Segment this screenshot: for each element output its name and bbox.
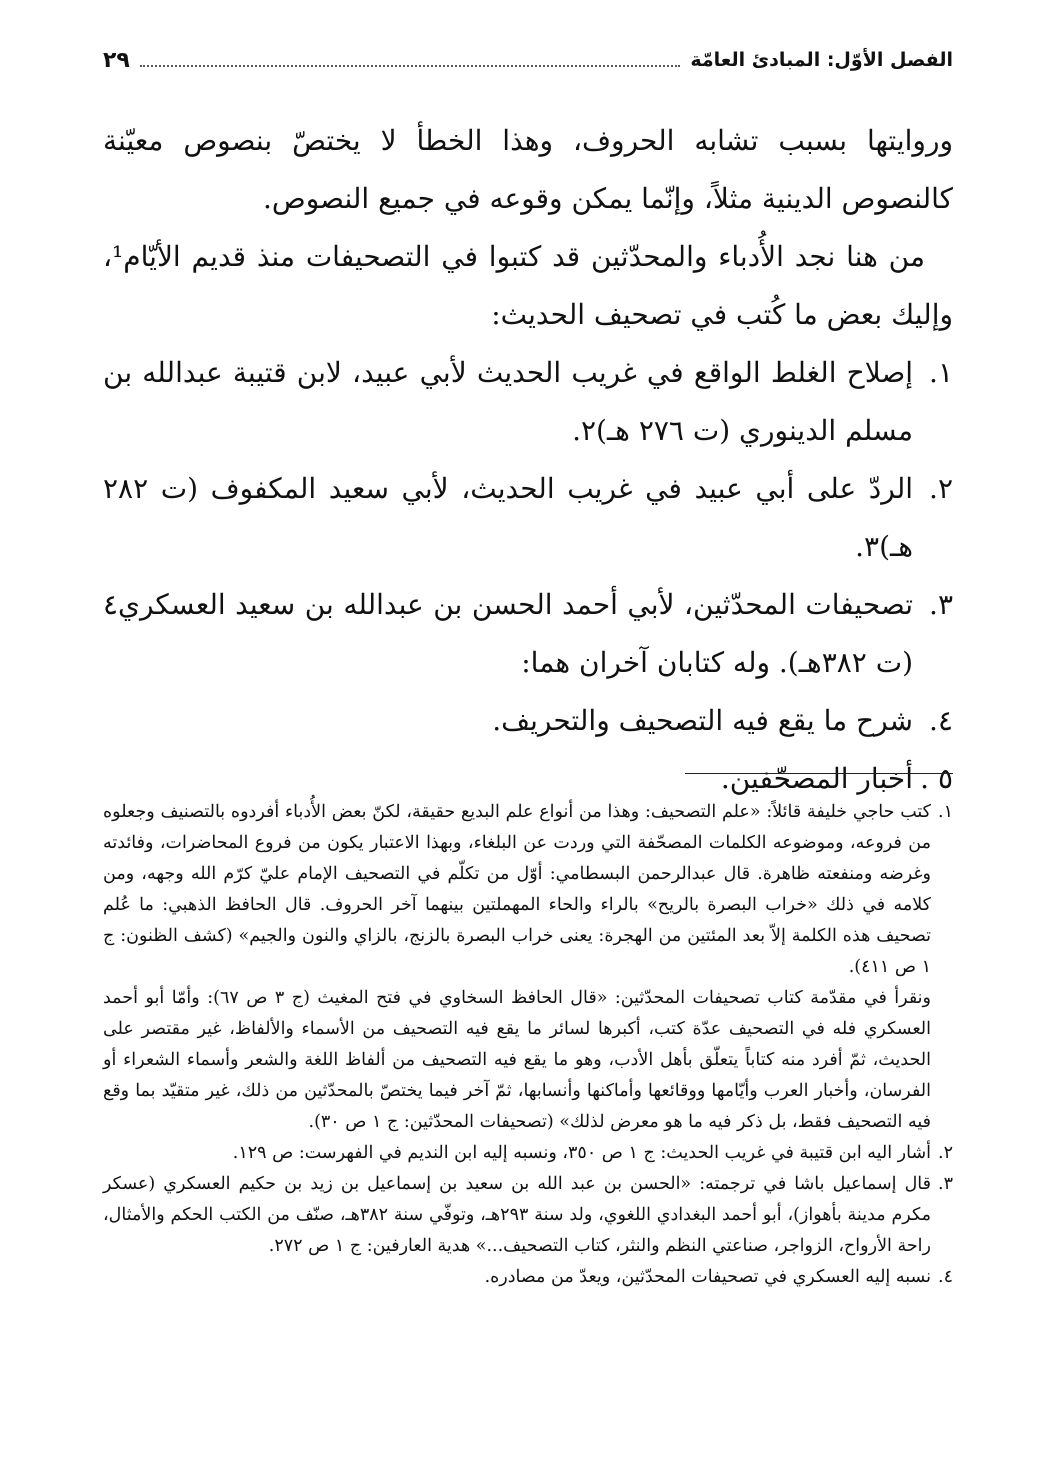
dot-leader — [140, 65, 681, 67]
footnote-2 — [103, 1138, 953, 1169]
footnote-number: ٢. — [938, 1143, 953, 1163]
footnote-text: أشار اليه ابن قتيبة في غريب الحديث: ج ١ ص ٣٥٠، ونسبه إليه ابن النديم في الفهرست: ص ١٢٩. — [232, 1143, 931, 1163]
list-item-text: شرح ما يقع فيه التصحيف والتحريف. — [492, 704, 913, 737]
paragraph-1: وروايتها بسبب تشابه الحروف، وهذا الخطأ لا يختصّ بنصوص معيّنة كالنصوص الدينية مثلاً، وإنّما يمكن وقوعه في جميع النصوص. — [103, 124, 953, 215]
list-item-number: ٢. — [929, 472, 953, 505]
page-number: ٢٩ — [103, 47, 130, 73]
footnote-1 — [103, 797, 953, 983]
list-item — [103, 460, 953, 576]
paragraph-2: من هنا نجد الأُدباء والمحدّثين قد كتبوا في التصحيفات منذ قديم الأيّام¹، وإليك بعض ما كُتب في تصحيف الحديث: — [103, 240, 953, 331]
footnote-4 — [103, 1262, 953, 1293]
main-text — [103, 112, 953, 808]
list-item-number: ٣. — [929, 588, 953, 621]
list-item-text: أخبار المصحّفين. — [720, 762, 913, 795]
footnote-number: ٤. — [938, 1267, 953, 1287]
footnote-3 — [103, 1169, 953, 1262]
list-item — [103, 344, 953, 460]
footnote-number: ٣. — [938, 1174, 953, 1194]
footnote-text: قال إسماعيل باشا في ترجمته: «الحسن بن عبد الله بن سعيد بن إسماعيل بن زيد بن حكيم العسكري (عسكر مكرم مدينة بأهواز)، أبو أحمد البغدادي اللغوي، ولد سنة ٢٩٣هـ، وتوفّي سنة ٣٨٢هـ، صنّف من الكتب الحكم والأمثال، راحة الأرواح، الزواجر، صناعتي النظم والنثر، كتاب التصحيف...» هدية العارفين: ج ١ ص ٢٧٢. — [103, 1174, 931, 1256]
list-item-number: ٥ . — [920, 762, 953, 795]
list-item-number: ١. — [929, 356, 953, 389]
footnote-1-continuation: ونقرأ في مقدّمة كتاب تصحيفات المحدّثين: «قال الحافظ السخاوي في فتح المغيث (ج ٣ ص ٦٧): وأمّا أبو أحمد العسكري فله في التصحيف عدّة كتب، أكبرها لسائر ما يقع فيه التصحيف من الأسماء والألفاظ، غير مقتصر على الحديث، ثمّ أفرد منه كتاباً يتعلّق بأهل الأدب، وهو ما يقع فيه التصحيف من ألفاظ اللغة والشعر وأسماء الشعراء أو الفرسان، وأخبار العرب وأيّامها ووقائعها وأماكنها وأنسابها، ثمّ آخر فيما يختصّ بالمحدّثين من ذلك، غير متقيّد بما وقع فيه التصحيف فقط، بل ذكر فيه ما هو معرض لذلك» (تصحيفات المحدّثين: ج ١ ص ٣٠). — [103, 988, 931, 1132]
footnote-text: نسبه إليه العسكري في تصحيفات المحدّثين، ويعدّ من مصادره. — [484, 1267, 931, 1287]
list-item — [103, 576, 953, 692]
footnote-separator — [685, 773, 953, 774]
list-item-text: الردّ على أبي عبيد في غريب الحديث، لأبي سعيد المكفوف (ت ٢٨٢ هـ)٣. — [103, 472, 913, 563]
footnote-number: ١. — [938, 802, 953, 822]
running-header — [103, 40, 953, 80]
chapter-title: الفصل الأوّل: المبادئ العامّة — [690, 49, 953, 71]
list-item-text: إصلاح الغلط الواقع في غريب الحديث لأبي عبيد، لابن قتيبة عبدالله بن مسلم الدينوري (ت ٢٧٦ هـ)٢. — [103, 356, 914, 447]
list-item-number: ٤. — [929, 704, 953, 737]
footnote-text: كتب حاجي خليفة قائلاً: «علم التصحيف: وهذا من أنواع علم البديع حقيقة، لكنّ بعض الأُدباء أفردوه بالتصنيف وجعلوه من فروعه، وموضوعه الكلمات المصحّفة التي وردت عن البلغاء، وبهذا الاعتبار يكون من فروع المحاضرات، وفائدته وغرضه ومنفعته ظاهرة. قال عبدالرحمن البسطامي: أوّل من تكلّم في التصحيف الإمام عليّ كرّم الله وجهه، ومن كلامه في ذلك «خراب البصرة بالريح» بالراء والحاء المهملتين بينهما آخر الحروف. قال الحافظ الذهبي: ما عُلم تصحيف هذه الكلمة إلاّ بعد المئتين من الهجرة: يعنى خراب البصرة بالزنج، بالزاي والنون والجيم» (كشف الظنون: ج ١ ص ٤١١). — [103, 802, 931, 977]
footnotes — [103, 797, 953, 1293]
list-item — [103, 692, 953, 750]
book-list — [103, 344, 953, 808]
list-item-text: تصحيفات المحدّثين، لأبي أحمد الحسن بن عبدالله بن سعيد العسكري٤ (ت ٣٨٢هـ). وله كتابان آخران هما: — [103, 588, 913, 679]
